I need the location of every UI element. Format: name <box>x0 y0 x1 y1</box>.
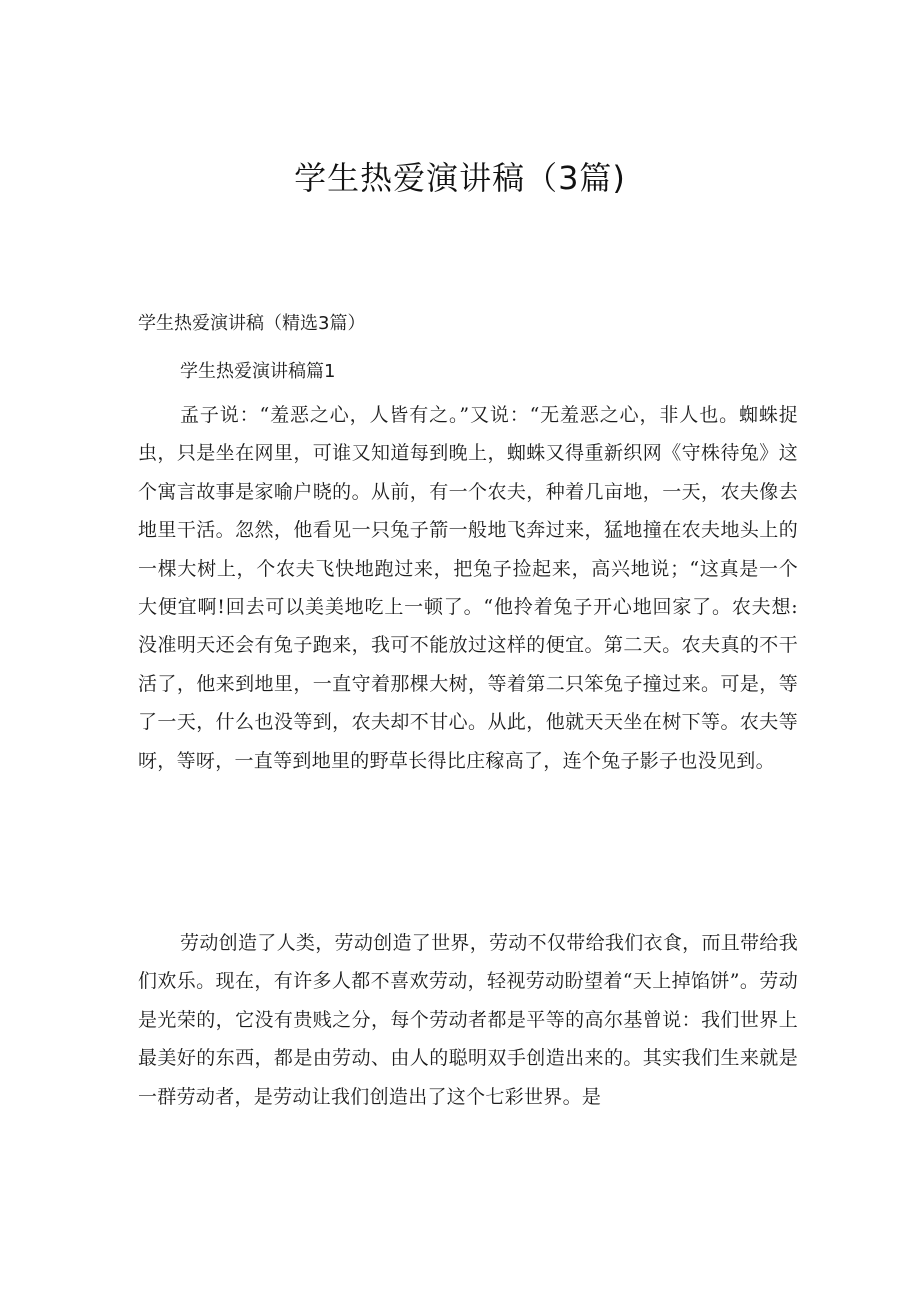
section-heading: 学生热爱演讲稿篇1 <box>180 361 336 382</box>
body-paragraph: 劳动创造了人类，劳动创造了世界，劳动不仅带给我们衣食，而且带给我们欢乐。现在，有许多人都不喜欢劳动，轻视劳动盼望着“天上掉馅饼”。劳动是光荣的，它没有贵贱之分，每个劳动者都是平等的高尔基曾说：我们世界上最美好的东西，都是由劳动、由人的聪明双手创造出来的。其实我们生来就是一群劳动者，是劳动让我们创造出了这个七彩世界。是 <box>138 932 798 1108</box>
document-title: 学生热爱演讲稿（3篇) <box>294 159 626 197</box>
document-subtitle: 学生热爱演讲稿（精选3篇） <box>138 313 366 334</box>
body-paragraph: 孟子说：“羞恶之心，人皆有之。”又说：“无羞恶之心，非人也。蜘蛛捉虫，只是坐在网里，可谁又知道每到晚上，蜘蛛又得重新织网《守株待兔》这个寓言故事是家喻户晓的。从前，有一个农夫，种着几亩地，一天，农夫像去地里干活。忽然，他看见一只兔子箭一般地飞奔过来，猛地撞在农夫地头上的一棵大树上，个农夫飞快地跑过来，把兔子捡起来，高兴地说；“这真是一个大便宜啊!回去可以美美地吃上一顿了。“他拎着兔子开心地回家了。农夫想:没准明天还会有兔子跑来，我可不能放过这样的便宜。第二天。农夫真的不干活了，他来到地里，一直守着那棵大树，等着第二只笨兔子撞过来。可是，等了一天，什么也没等到，农夫却不甘心。从此，他就天天坐在树下等。农夫等呀，等呀，一直等到地里的野草长得比庄稼高了，连个兔子影子也没见到。 <box>138 404 798 772</box>
